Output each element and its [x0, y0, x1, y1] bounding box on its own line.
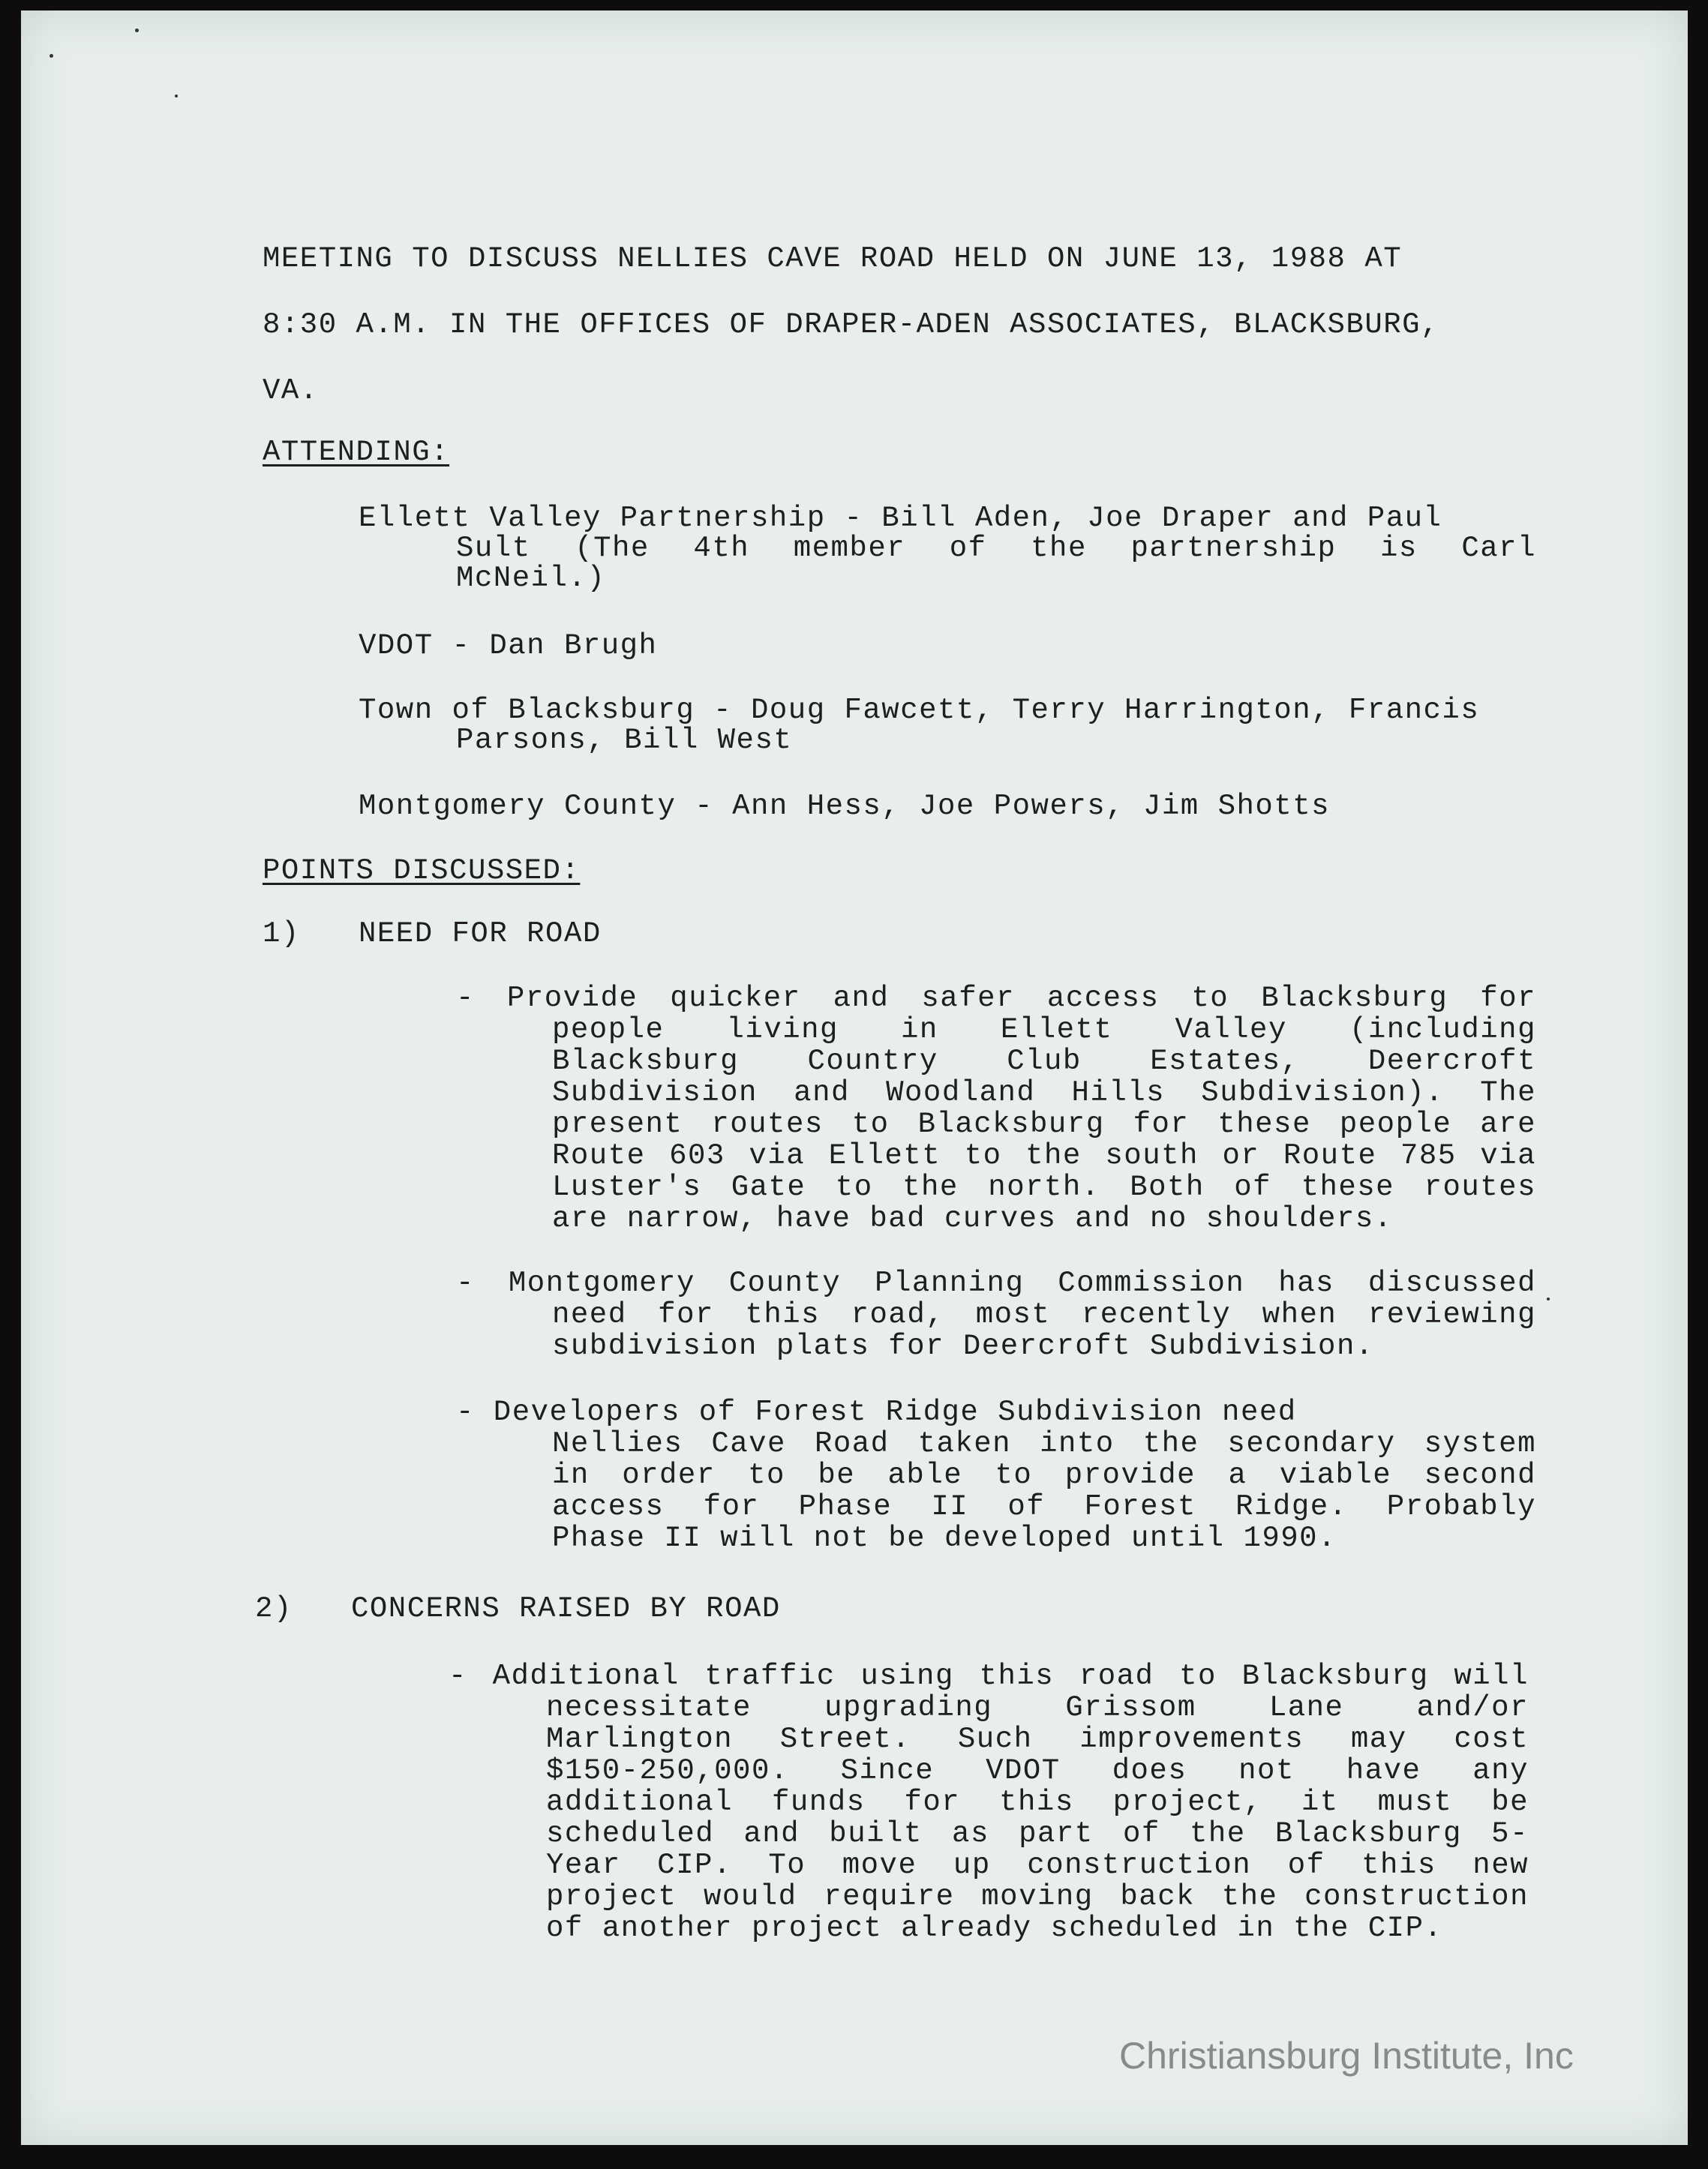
bullet-line: scheduled and built as part of the Blacksburg 5-	[546, 1817, 1529, 1850]
section-title: CONCERNS RAISED BY ROAD	[351, 1592, 781, 1625]
header-line-2: 8:30 A.M. IN THE OFFICES OF DRAPER-ADEN ASSOCIATES, BLACKSBURG,	[263, 308, 1439, 341]
bullet-line: - Additional traffic using this road to Blacksburg will	[449, 1660, 1529, 1693]
bullet-line: necessitate upgrading Grissom Lane and/or	[546, 1691, 1529, 1724]
bullet-line: Luster's Gate to the north. Both of these routes	[552, 1171, 1536, 1204]
dust-speck	[135, 28, 139, 32]
bullet-line: people living in Ellett Valley (including	[552, 1013, 1536, 1046]
section-number: 2)	[255, 1592, 293, 1625]
bullet-line: are narrow, have bad curves and no shoulders.	[552, 1202, 1393, 1235]
bullet-line: Blacksburg Country Club Estates, Deercroft	[552, 1045, 1536, 1078]
section-number: 1)	[263, 917, 300, 950]
bullet-line: - Provide quicker and safer access to Blacksburg for	[456, 982, 1536, 1015]
section-title: NEED FOR ROAD	[359, 917, 602, 950]
bullet-line: Phase II will not be developed until 1990.	[552, 1522, 1337, 1555]
attendee-line: Ellett Valley Partnership - Bill Aden, Joe Draper and Paul	[359, 502, 1442, 535]
bullet-line: Year CIP. To move up construction of this new	[546, 1849, 1529, 1882]
attendee-line: VDOT - Dan Brugh	[359, 629, 658, 662]
bullet-line: Route 603 via Ellett to the south or Route 785 via	[552, 1139, 1536, 1172]
watermark: Christiansburg Institute, Inc	[1119, 2035, 1574, 2077]
bullet-line: in order to be able to provide a viable second	[552, 1459, 1536, 1492]
bullet-line: subdivision plats for Deercroft Subdivision.	[552, 1330, 1374, 1363]
dust-speck	[50, 54, 53, 58]
bullet-line: Subdivision and Woodland Hills Subdivision). The	[552, 1076, 1536, 1109]
attendee-line: McNeil.)	[456, 562, 606, 595]
attendee-line: Town of Blacksburg - Doug Fawcett, Terry Harrington, Francis	[359, 694, 1480, 727]
bullet-line: project would require moving back the construction	[546, 1880, 1529, 1913]
dust-speck	[175, 94, 178, 98]
bullet-line: - Montgomery County Planning Commission has discussed	[456, 1267, 1536, 1300]
bullet-line: of another project already scheduled in the CIP.	[546, 1912, 1443, 1945]
attendee-line: Montgomery County - Ann Hess, Joe Powers, Jim Shotts	[359, 790, 1330, 823]
header-line-1: MEETING TO DISCUSS NELLIES CAVE ROAD HELD ON JUNE 13, 1988 AT	[263, 242, 1403, 275]
dust-speck	[1547, 1298, 1550, 1300]
attending-heading: ATTENDING:	[263, 436, 450, 469]
header-line-3: VA.	[263, 374, 319, 407]
attendee-line: Parsons, Bill West	[456, 724, 793, 757]
bullet-line: $150-250,000. Since VDOT does not have any	[546, 1754, 1529, 1787]
attendee-line: Sult (The 4th member of the partnership is Carl	[456, 532, 1536, 565]
bullet-line: Nellies Cave Road taken into the secondary system	[552, 1427, 1536, 1460]
points-heading: POINTS DISCUSSED:	[263, 854, 581, 887]
bullet-line: access for Phase II of Forest Ridge. Probably	[552, 1490, 1536, 1523]
bullet-line: present routes to Blacksburg for these people are	[552, 1108, 1536, 1141]
bullet-line: Marlington Street. Such improvements may cost	[546, 1723, 1529, 1756]
bullet-line: additional funds for this project, it must be	[546, 1786, 1529, 1819]
bullet-line: need for this road, most recently when reviewing	[552, 1298, 1536, 1331]
bullet-line: - Developers of Forest Ridge Subdivision need	[456, 1396, 1297, 1429]
document-page	[21, 10, 1688, 2145]
